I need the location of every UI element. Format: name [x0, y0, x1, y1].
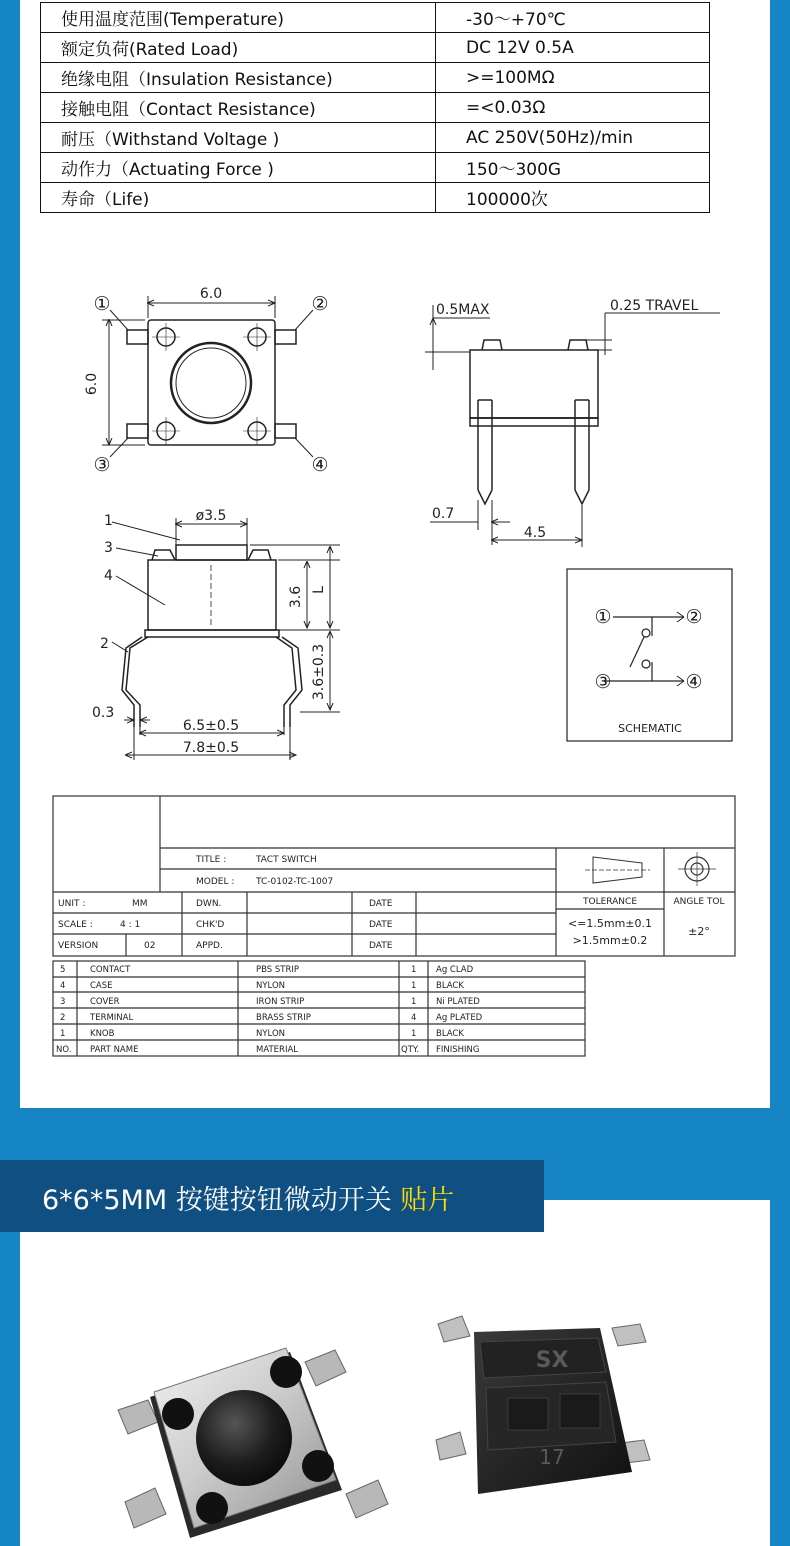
lead-thickness-dim: 0.3	[92, 705, 115, 721]
product-banner	[0, 1160, 544, 1232]
pin-3-label: ③	[93, 454, 111, 476]
spec-value: AC 250V(50Hz)/min	[436, 123, 710, 153]
part-no: 5	[60, 965, 66, 975]
spec-value: 150～300G	[436, 153, 710, 183]
tolerance-1: <=1.5mm±0.1	[567, 917, 653, 930]
angle-tol-label: ANGLE TOL	[673, 897, 725, 907]
part-material: PBS STRIP	[256, 965, 300, 975]
callout-4: 4	[104, 568, 113, 584]
tactile-switch-silver	[118, 1348, 388, 1538]
total-height-dim: L	[311, 586, 327, 594]
product-photo	[0, 1232, 790, 1546]
part-no: 4	[60, 981, 66, 991]
schematic-box	[567, 569, 732, 741]
angle-tol-value: ±2°	[688, 925, 710, 938]
pin-pitch-dim: 4.5	[523, 525, 547, 541]
travel-label: 0.25 TRAVEL	[610, 298, 699, 314]
parts-header-material: MATERIAL	[256, 1045, 299, 1055]
spec-label: 额定负荷(Rated Load)	[41, 33, 436, 63]
inner-span-dim: 6.5±0.5	[182, 718, 240, 734]
model-label: MODEL :	[196, 877, 235, 887]
part-qty: 1	[411, 965, 417, 975]
title-block	[53, 796, 735, 956]
date-label-2: DATE	[369, 920, 393, 930]
schematic-pin-1: ①	[594, 606, 612, 628]
tolerance-label: TOLERANCE	[582, 897, 638, 907]
parts-header-name: PART NAME	[90, 1045, 139, 1055]
spec-value: -30～+70℃	[436, 3, 710, 33]
top-view	[102, 296, 313, 457]
part-name: CONTACT	[90, 965, 131, 975]
part-finishing: BLACK	[436, 981, 464, 991]
banner-highlight: 贴片	[400, 1185, 455, 1216]
tactile-switch-black	[436, 1316, 650, 1494]
part-finishing: Ag PLATED	[436, 1013, 483, 1023]
part-name: TERMINAL	[90, 1013, 134, 1023]
schematic-pin-4: ④	[685, 671, 703, 693]
unit-label: UNIT :	[58, 899, 86, 909]
dwn-label: DWN.	[196, 899, 222, 909]
banner-title: 6*6*5MM 按键按钮微动开关	[42, 1185, 392, 1216]
part-qty: 1	[411, 1029, 417, 1039]
part-qty: 1	[411, 981, 417, 991]
spec-value: =<0.03Ω	[436, 93, 710, 123]
part-name: CASE	[90, 981, 113, 991]
part-no: 2	[60, 1013, 66, 1023]
spec-label: 动作力（Actuating Force )	[41, 153, 436, 183]
pin-4-label: ④	[311, 454, 329, 476]
date-label-1: DATE	[369, 899, 393, 909]
scale-label: SCALE :	[58, 920, 93, 930]
part-material: NYLON	[256, 981, 286, 991]
spec-value: 100000次	[436, 183, 710, 213]
spec-value: >=100MΩ	[436, 63, 710, 93]
button-dia-dim: ø3.5	[195, 508, 227, 524]
part-qty: 1	[411, 997, 417, 1007]
callout-3: 3	[104, 540, 113, 556]
date-label-3: DATE	[369, 941, 393, 951]
unit-value: MM	[132, 899, 148, 909]
parts-header-finishing: FINISHING	[436, 1045, 480, 1055]
part-finishing: Ni PLATED	[436, 997, 480, 1007]
scale-value: 4 : 1	[120, 920, 141, 930]
parts-header-qty: QTY.	[401, 1045, 420, 1055]
appd-label: APPD.	[196, 941, 223, 951]
stroke-label: 0.5MAX	[436, 302, 490, 318]
banner-text	[42, 1178, 454, 1217]
spec-label: 使用温度范围(Temperature)	[41, 3, 436, 33]
side-view	[425, 305, 720, 547]
part-no: 3	[60, 997, 66, 1007]
top-height-dim: 6.0	[84, 372, 100, 396]
spec-label: 绝缘电阻（Insulation Resistance)	[41, 63, 436, 93]
part-material: BRASS STRIP	[256, 1013, 311, 1023]
schematic-pin-3: ③	[594, 671, 612, 693]
title-value: TACT SWITCH	[256, 855, 317, 865]
parts-header-no: NO.	[56, 1045, 72, 1055]
right-switch-bottom-mark: 17	[539, 1445, 565, 1469]
part-material: IRON STRIP	[256, 997, 305, 1007]
pin-width-dim: 0.7	[432, 506, 455, 522]
outer-span-dim: 7.8±0.5	[182, 740, 240, 756]
schematic-label: SCHEMATIC	[618, 722, 682, 735]
part-name: COVER	[90, 997, 120, 1007]
body-height-dim: 3.6	[288, 585, 304, 609]
part-name: KNOB	[90, 1029, 115, 1039]
version-label: VERSION	[58, 941, 99, 951]
leg-height-dim: 3.6±0.3	[311, 643, 327, 701]
part-material: NYLON	[256, 1029, 286, 1039]
version-value: 02	[144, 941, 156, 951]
spec-label: 耐压（Withstand Voltage )	[41, 123, 436, 153]
model-value: TC-0102-TC-1007	[256, 877, 334, 887]
part-finishing: BLACK	[436, 1029, 464, 1039]
spec-label: 寿命（Life)	[41, 183, 436, 213]
spec-label: 接触电阻（Contact Resistance)	[41, 93, 436, 123]
callout-2: 2	[100, 636, 109, 652]
parts-list	[53, 961, 585, 1056]
callout-1: 1	[104, 513, 113, 529]
right-switch-top-mark: SX	[535, 1348, 569, 1373]
schematic-pin-2: ②	[685, 606, 703, 628]
pin-1-label: ①	[93, 293, 111, 315]
spec-value: DC 12V 0.5A	[436, 33, 710, 63]
top-width-dim: 6.0	[199, 286, 223, 302]
tolerance-2: >1.5mm±0.2	[572, 934, 648, 947]
title-label: TITLE :	[196, 855, 227, 865]
pin-2-label: ②	[311, 293, 329, 315]
chkd-label: CHK'D	[196, 920, 225, 930]
part-finishing: Ag CLAD	[436, 965, 474, 975]
part-qty: 4	[411, 1013, 417, 1023]
part-no: 1	[60, 1029, 66, 1039]
